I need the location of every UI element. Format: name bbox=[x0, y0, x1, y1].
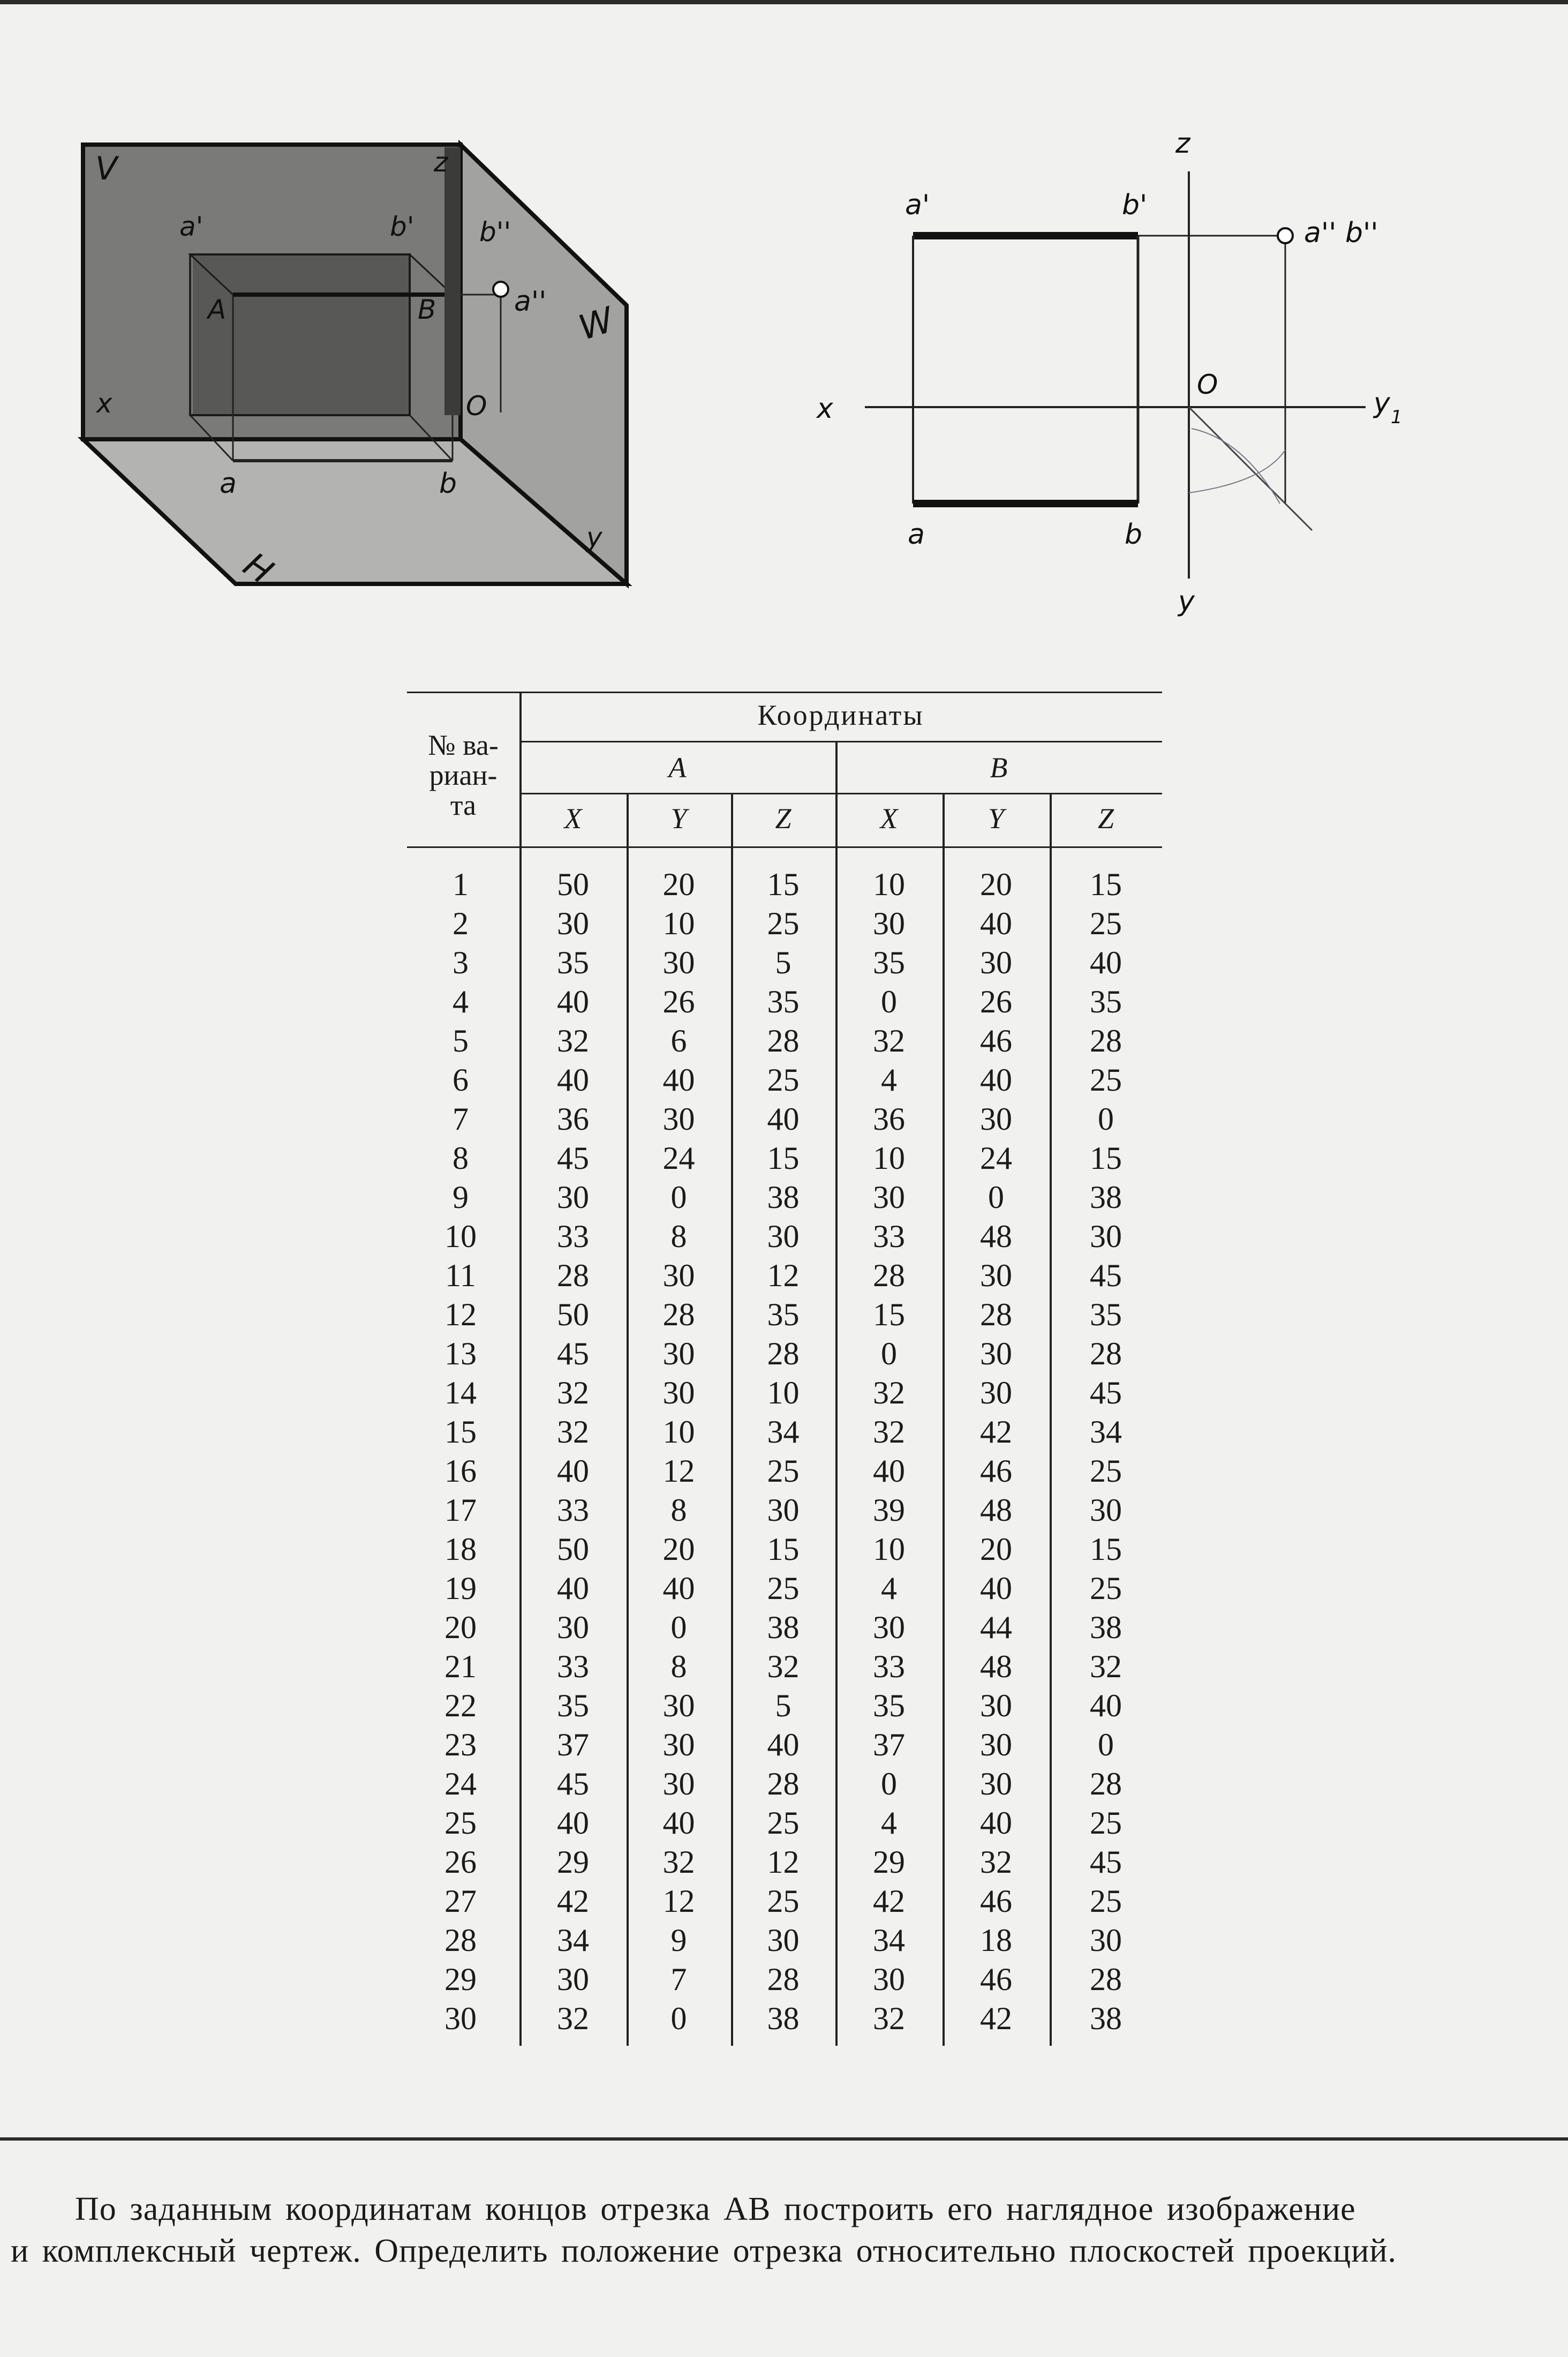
coordinate-cell: 32 bbox=[873, 2001, 905, 2036]
coordinate-cell: 8 bbox=[670, 1649, 687, 1684]
coordinate-cell: 48 bbox=[980, 1219, 1012, 1254]
coordinate-cell: 36 bbox=[873, 1101, 905, 1137]
coordinate-cell: 10 bbox=[662, 906, 695, 941]
coordinate-cell: 24 bbox=[662, 1140, 695, 1176]
coordinate-cell: 26 bbox=[662, 984, 695, 1019]
coordinate-cell: 34 bbox=[557, 1923, 589, 1958]
coordinate-cell: 30 bbox=[873, 1610, 905, 1645]
coordinate-cell: 30 bbox=[873, 906, 905, 941]
coordinate-cell: 12 bbox=[767, 1844, 800, 1880]
coordinate-cell: 50 bbox=[557, 867, 589, 902]
coordinate-cell: 40 bbox=[767, 1727, 800, 1762]
coordinate-cell: 38 bbox=[1090, 2001, 1122, 2036]
coordinate-cell: 38 bbox=[767, 1610, 800, 1645]
label-y-axis: y bbox=[1178, 586, 1195, 618]
coordinate-cell: 8 bbox=[670, 1219, 687, 1254]
coordinate-cell: 0 bbox=[881, 1766, 897, 1801]
variant-number: 29 bbox=[444, 1962, 477, 1997]
coordinate-cell: 32 bbox=[557, 2001, 589, 2036]
coordinate-cell: 32 bbox=[873, 1375, 905, 1410]
coordinate-cell: 35 bbox=[767, 1297, 800, 1332]
coordinate-cell: 34 bbox=[767, 1414, 800, 1450]
coordinate-cell: 30 bbox=[767, 1923, 800, 1958]
coordinate-cell: 25 bbox=[1090, 1883, 1122, 1919]
variant-number: 10 bbox=[444, 1219, 477, 1254]
coordinate-cell: 30 bbox=[662, 1258, 695, 1293]
variant-number: 6 bbox=[453, 1062, 469, 1098]
point-a-dprime-b-dprime bbox=[1278, 228, 1293, 243]
label-v: V bbox=[95, 150, 118, 187]
coordinate-cell: 9 bbox=[670, 1923, 687, 1958]
coordinate-cell: 15 bbox=[767, 1140, 800, 1176]
point-a-double-prime bbox=[493, 282, 508, 297]
coordinate-cell: 25 bbox=[1090, 1453, 1122, 1489]
coordinate-cell: 45 bbox=[1090, 1844, 1122, 1880]
coordinate-cell: 15 bbox=[1090, 867, 1122, 902]
coordinate-cell: 5 bbox=[775, 945, 791, 980]
coordinate-cell: 28 bbox=[662, 1297, 695, 1332]
pictorial-figure bbox=[70, 134, 648, 600]
label-z: z bbox=[434, 147, 448, 178]
coordinate-cell: 28 bbox=[767, 1336, 800, 1371]
variant-number: 22 bbox=[444, 1688, 477, 1723]
label-point-a: A bbox=[208, 294, 227, 325]
coordinate-cell: 28 bbox=[873, 1258, 905, 1293]
coordinate-cell: 46 bbox=[980, 1023, 1012, 1059]
variant-number: 2 bbox=[453, 906, 469, 941]
coordinate-cell: 15 bbox=[767, 1532, 800, 1567]
coordinate-cell: 30 bbox=[662, 1688, 695, 1723]
coordinates-table bbox=[407, 688, 1162, 2046]
coordinate-cell: 25 bbox=[767, 1453, 800, 1489]
label-a-double-prime: a'' bbox=[514, 286, 547, 318]
coordinate-cell: 37 bbox=[873, 1727, 905, 1762]
coordinate-cell: 0 bbox=[1098, 1101, 1114, 1137]
coordinate-cell: 10 bbox=[662, 1414, 695, 1450]
task-line-2: и комплексный чертеж. Определить положение отрезка относительно плоскостей проекций. bbox=[11, 2233, 1397, 2269]
coordinate-cell: 10 bbox=[767, 1375, 800, 1410]
coordinate-cell: 25 bbox=[767, 906, 800, 941]
variant-number: 19 bbox=[444, 1571, 477, 1606]
variant-number: 11 bbox=[445, 1258, 476, 1293]
coordinate-cell: 28 bbox=[1090, 1023, 1122, 1059]
task-statement bbox=[11, 2188, 1568, 2272]
v-projection-shade bbox=[193, 254, 410, 415]
variant-number: 1 bbox=[453, 867, 469, 902]
coordinate-cell: 32 bbox=[557, 1375, 589, 1410]
variant-number: 30 bbox=[444, 2001, 477, 2036]
coordinate-cell: 30 bbox=[1090, 1492, 1122, 1528]
label-b-prime-ortho: b' bbox=[1122, 189, 1148, 221]
coordinate-cell: 46 bbox=[980, 1962, 1012, 1997]
coordinate-cell: 30 bbox=[980, 1727, 1012, 1762]
points-rule bbox=[519, 793, 1162, 794]
coordinate-cell: 30 bbox=[873, 1962, 905, 1997]
coordinate-cell: 10 bbox=[873, 1140, 905, 1176]
variant-number: 18 bbox=[444, 1532, 477, 1567]
coordinate-cell: 34 bbox=[1090, 1414, 1122, 1450]
coordinate-cell: 45 bbox=[557, 1140, 589, 1176]
coordinate-cell: 38 bbox=[767, 1180, 800, 1215]
coordinate-cell: 40 bbox=[767, 1101, 800, 1137]
variant-number: 23 bbox=[444, 1727, 477, 1762]
coordinate-cell: 30 bbox=[557, 1962, 589, 1997]
coordinate-cell: 40 bbox=[1090, 1688, 1122, 1723]
coordinate-cell: 28 bbox=[767, 1766, 800, 1801]
coordinate-cell: 50 bbox=[557, 1297, 589, 1332]
coordinate-cell: 33 bbox=[873, 1219, 905, 1254]
label-w: W bbox=[574, 300, 619, 349]
coordinate-cell: 33 bbox=[873, 1649, 905, 1684]
coordinate-cell: 28 bbox=[767, 1962, 800, 1997]
coordinate-cell: 40 bbox=[980, 906, 1012, 941]
coordinate-cell: 25 bbox=[1090, 1571, 1122, 1606]
label-b-prime: b' bbox=[390, 211, 414, 242]
coordinate-cell: 18 bbox=[980, 1923, 1012, 1958]
coordinate-cell: 10 bbox=[873, 1532, 905, 1567]
coordinate-cell: 30 bbox=[873, 1180, 905, 1215]
variant-number: 16 bbox=[444, 1453, 477, 1489]
coordinate-cell: 15 bbox=[767, 867, 800, 902]
coordinate-cell: 28 bbox=[557, 1258, 589, 1293]
coordinate-cell: 38 bbox=[767, 2001, 800, 2036]
coordinate-cell: 34 bbox=[873, 1923, 905, 1958]
coordinate-cell: 28 bbox=[767, 1023, 800, 1059]
coordinate-cell: 30 bbox=[980, 1375, 1012, 1410]
coordinate-cell: 30 bbox=[980, 1336, 1012, 1371]
coordinate-cell: 25 bbox=[767, 1805, 800, 1841]
coordinate-cell: 6 bbox=[670, 1023, 687, 1059]
label-b: b bbox=[439, 468, 457, 500]
coordinate-cell: 40 bbox=[557, 1571, 589, 1606]
variant-number: 13 bbox=[444, 1336, 477, 1371]
coordinate-cell: 25 bbox=[767, 1571, 800, 1606]
coordinate-cell: 20 bbox=[662, 1532, 695, 1567]
coordinate-cell: 50 bbox=[557, 1532, 589, 1567]
coordinate-cell: 35 bbox=[767, 984, 800, 1019]
coordinate-cell: 5 bbox=[775, 1688, 791, 1723]
coordinate-cell: 30 bbox=[767, 1219, 800, 1254]
coordinate-cell: 40 bbox=[873, 1453, 905, 1489]
coordinate-cell: 28 bbox=[1090, 1336, 1122, 1371]
coordinate-cell: 42 bbox=[980, 1414, 1012, 1450]
coordinate-cell: 28 bbox=[1090, 1962, 1122, 1997]
coordinate-cell: 15 bbox=[1090, 1140, 1122, 1176]
label-a: a bbox=[220, 468, 237, 500]
coordinate-cell: 46 bbox=[980, 1883, 1012, 1919]
coordinate-cell: 30 bbox=[557, 1180, 589, 1215]
label-origin: O bbox=[466, 391, 487, 422]
coordinate-cell: 30 bbox=[767, 1492, 800, 1528]
coordinate-cell: 38 bbox=[1090, 1180, 1122, 1215]
variant-number: 20 bbox=[444, 1610, 477, 1645]
coordinate-cell: 7 bbox=[670, 1962, 687, 1997]
variant-number: 27 bbox=[444, 1883, 477, 1919]
coordinate-cell: 8 bbox=[670, 1492, 687, 1528]
coordinate-cell: 33 bbox=[557, 1492, 589, 1528]
coordinate-cell: 42 bbox=[980, 2001, 1012, 2036]
label-z-axis: z bbox=[1175, 129, 1190, 160]
coordinate-cell: 42 bbox=[873, 1883, 905, 1919]
label-origin-o: O bbox=[1197, 369, 1218, 400]
coordinate-cell: 45 bbox=[557, 1336, 589, 1371]
coordinate-cell: 40 bbox=[557, 984, 589, 1019]
coordinate-cell: 48 bbox=[980, 1492, 1012, 1528]
coordinate-cell: 40 bbox=[557, 1062, 589, 1098]
coordinate-cell: 37 bbox=[557, 1727, 589, 1762]
coordinate-cell: 32 bbox=[767, 1649, 800, 1684]
coordinate-cell: 4 bbox=[881, 1571, 897, 1606]
coordinate-cell: 29 bbox=[873, 1844, 905, 1880]
coordinate-cell: 25 bbox=[1090, 906, 1122, 941]
label-a-prime: a' bbox=[179, 211, 203, 242]
coordinate-cell: 46 bbox=[980, 1453, 1012, 1489]
coordinate-cell: 0 bbox=[670, 2001, 687, 2036]
coordinate-cell: 0 bbox=[881, 984, 897, 1019]
coordinates-header: Координаты bbox=[757, 699, 924, 731]
coordinate-cell: 12 bbox=[662, 1883, 695, 1919]
coordinate-cell: 35 bbox=[873, 1688, 905, 1723]
coordinate-cell: 15 bbox=[873, 1297, 905, 1332]
coordinate-cell: 45 bbox=[1090, 1258, 1122, 1293]
variant-number: 3 bbox=[453, 945, 469, 980]
coordinate-cell: 32 bbox=[1090, 1649, 1122, 1684]
point-b-header: B bbox=[990, 752, 1008, 784]
coordinate-cell: 30 bbox=[662, 1101, 695, 1137]
variant-number: 9 bbox=[453, 1180, 469, 1215]
coordinate-cell: 12 bbox=[662, 1453, 695, 1489]
label-y: y bbox=[586, 522, 602, 553]
coordinate-cell: 15 bbox=[1090, 1532, 1122, 1567]
coordinate-cell: 30 bbox=[980, 1258, 1012, 1293]
label-y1-axis: y bbox=[1374, 387, 1390, 419]
coordinate-cell: 30 bbox=[662, 1766, 695, 1801]
coordinate-cell: 40 bbox=[980, 1571, 1012, 1606]
variant-number: 21 bbox=[444, 1649, 477, 1684]
axis-header-ax: X bbox=[564, 802, 582, 835]
coordinate-cell: 25 bbox=[767, 1062, 800, 1098]
variant-number: 4 bbox=[453, 984, 469, 1019]
coordinate-cell: 25 bbox=[1090, 1062, 1122, 1098]
coordinate-cell: 30 bbox=[980, 1101, 1012, 1137]
coordinate-cell: 25 bbox=[767, 1883, 800, 1919]
coordinate-cell: 30 bbox=[980, 1766, 1012, 1801]
coordinate-cell: 32 bbox=[662, 1844, 695, 1880]
coordinate-cell: 20 bbox=[980, 1532, 1012, 1567]
coordinate-cell: 30 bbox=[662, 1727, 695, 1762]
variant-header: № ва- риан- та bbox=[428, 729, 499, 821]
coordinate-cell: 38 bbox=[1090, 1610, 1122, 1645]
coordinate-cell: 30 bbox=[557, 1610, 589, 1645]
coordinate-cell: 36 bbox=[557, 1101, 589, 1137]
label-x-axis: x bbox=[817, 393, 833, 425]
coordinate-cell: 26 bbox=[980, 984, 1012, 1019]
orthographic-drawing bbox=[803, 129, 1457, 643]
label-a-b-double-prime: a'' b'' bbox=[1304, 217, 1378, 249]
coordinate-cell: 40 bbox=[557, 1805, 589, 1841]
coordinate-cell: 0 bbox=[670, 1180, 687, 1215]
coordinate-cell: 44 bbox=[980, 1610, 1012, 1645]
variant-number: 24 bbox=[444, 1766, 477, 1801]
axis-header-az: Z bbox=[775, 802, 791, 835]
coordinate-cell: 35 bbox=[873, 945, 905, 980]
label-point-b: B bbox=[418, 294, 436, 325]
axis-header-bz: Z bbox=[1097, 802, 1114, 835]
coordinate-cell: 28 bbox=[1090, 1766, 1122, 1801]
coordinate-cell: 30 bbox=[1090, 1923, 1122, 1958]
task-line-1: По заданным координатам концов отрезка AB построить его наглядное изображение bbox=[75, 2191, 1356, 2227]
coordinate-cell: 32 bbox=[980, 1844, 1012, 1880]
coordinate-cell: 35 bbox=[557, 945, 589, 980]
page-top-border bbox=[0, 0, 1568, 4]
coordinate-cell: 25 bbox=[1090, 1805, 1122, 1841]
variant-number: 26 bbox=[444, 1844, 477, 1880]
coordinate-cell: 10 bbox=[873, 867, 905, 902]
coordinate-cell: 33 bbox=[557, 1219, 589, 1254]
page-bottom-border bbox=[0, 2137, 1568, 2141]
coordinate-cell: 40 bbox=[662, 1805, 695, 1841]
coordinate-cell: 45 bbox=[1090, 1375, 1122, 1410]
coordinate-cell: 30 bbox=[1090, 1219, 1122, 1254]
coordinate-cell: 28 bbox=[980, 1297, 1012, 1332]
coordinate-cell: 45 bbox=[557, 1766, 589, 1801]
variant-number: 17 bbox=[444, 1492, 477, 1528]
label-a-ortho: a bbox=[908, 519, 925, 551]
label-b-ortho: b bbox=[1125, 519, 1143, 551]
coordinate-cell: 48 bbox=[980, 1649, 1012, 1684]
coordinate-cell: 40 bbox=[980, 1805, 1012, 1841]
coordinate-cell: 0 bbox=[670, 1610, 687, 1645]
point-a-header: A bbox=[668, 752, 687, 784]
coordinate-cell: 42 bbox=[557, 1883, 589, 1919]
label-b-double-prime: b'' bbox=[479, 216, 511, 247]
variant-number: 12 bbox=[444, 1297, 477, 1332]
coordinate-cell: 29 bbox=[557, 1844, 589, 1880]
coordinate-cell: 30 bbox=[662, 945, 695, 980]
coordinate-cell: 32 bbox=[873, 1023, 905, 1059]
variant-number: 8 bbox=[453, 1140, 469, 1176]
coordinate-cell: 32 bbox=[557, 1414, 589, 1450]
axis-header-bx: X bbox=[880, 802, 898, 835]
coordinate-cell: 39 bbox=[873, 1492, 905, 1528]
axis-header-ay: Y bbox=[670, 802, 687, 835]
label-a-prime-ortho: a' bbox=[905, 189, 930, 221]
coordinate-cell: 0 bbox=[881, 1336, 897, 1371]
axis-z-strip bbox=[444, 147, 461, 415]
coordinates-rule bbox=[519, 741, 1162, 742]
coordinate-cell: 33 bbox=[557, 1649, 589, 1684]
coordinate-cell: 30 bbox=[557, 906, 589, 941]
coordinate-cell: 32 bbox=[873, 1414, 905, 1450]
variant-number: 25 bbox=[444, 1805, 477, 1841]
coordinate-cell: 30 bbox=[980, 1688, 1012, 1723]
coordinate-cell: 35 bbox=[557, 1688, 589, 1723]
coordinate-cell: 30 bbox=[662, 1375, 695, 1410]
axis-header-by: Y bbox=[987, 802, 1005, 835]
variant-number: 15 bbox=[444, 1414, 477, 1450]
coordinate-cell: 40 bbox=[980, 1062, 1012, 1098]
coordinate-cell: 32 bbox=[557, 1023, 589, 1059]
coordinate-cell: 35 bbox=[1090, 1297, 1122, 1332]
coordinate-cell: 30 bbox=[662, 1336, 695, 1371]
variant-number: 5 bbox=[453, 1023, 469, 1059]
coordinate-cell: 4 bbox=[881, 1062, 897, 1098]
label-y1-subscript: 1 bbox=[1391, 407, 1403, 428]
coordinate-cell: 40 bbox=[662, 1571, 695, 1606]
coordinate-cell: 20 bbox=[662, 867, 695, 902]
coordinate-cell: 40 bbox=[1090, 945, 1122, 980]
coordinate-cell: 0 bbox=[988, 1180, 1004, 1215]
coordinate-cell: 30 bbox=[980, 945, 1012, 980]
coordinate-cell: 35 bbox=[1090, 984, 1122, 1019]
label-x: x bbox=[96, 388, 112, 419]
label-h: H bbox=[236, 545, 280, 592]
variant-number: 14 bbox=[444, 1375, 477, 1410]
coordinate-cell: 12 bbox=[767, 1258, 800, 1293]
variant-number: 7 bbox=[453, 1101, 469, 1137]
coordinate-cell: 24 bbox=[980, 1140, 1012, 1176]
variant-number: 28 bbox=[444, 1923, 477, 1958]
coordinate-cell: 0 bbox=[1098, 1727, 1114, 1762]
coordinate-cell: 20 bbox=[980, 867, 1012, 902]
coordinate-cell: 40 bbox=[662, 1062, 695, 1098]
coordinate-cell: 40 bbox=[557, 1453, 589, 1489]
coordinate-cell: 4 bbox=[881, 1805, 897, 1841]
